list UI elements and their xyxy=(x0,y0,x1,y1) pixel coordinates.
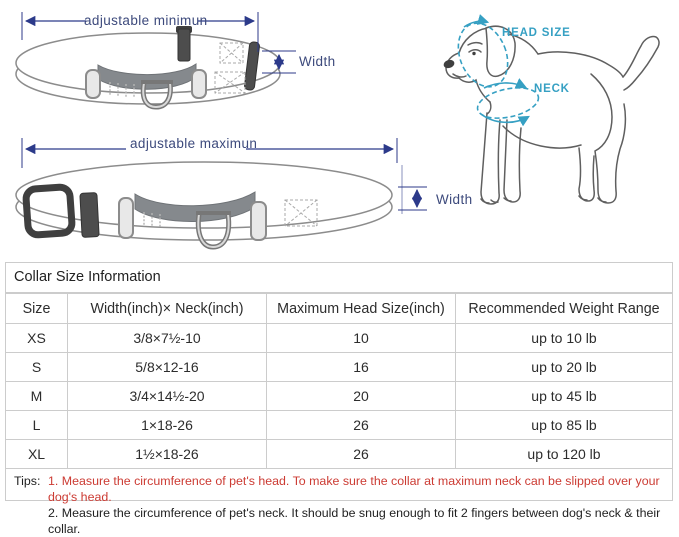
table-row xyxy=(6,411,672,440)
tip-2: 2. Measure the circumference of pet's neck. It should be snug enough to fit 2 fingers between dog's neck & their collar. xyxy=(48,506,661,536)
cell-weight: up to 120 lb xyxy=(456,440,673,469)
table-header-row xyxy=(6,294,672,324)
head-size-label: HEAD SIZE xyxy=(502,27,571,39)
cell-size: M xyxy=(6,382,68,411)
col-header-max-head: Maximum Head Size(inch) xyxy=(267,294,456,324)
neck-label: NECK xyxy=(534,83,570,95)
cell-max-head: 26 xyxy=(267,440,456,469)
cell-width-neck: 3/8×7½-10 xyxy=(68,324,267,353)
cell-weight: up to 85 lb xyxy=(456,411,673,440)
cell-width-neck: 1½×18-26 xyxy=(68,440,267,469)
table-row xyxy=(6,324,672,353)
collar-size-info-box xyxy=(5,262,673,536)
adjustable-minimum-label: adjustable minimun xyxy=(84,13,208,28)
cell-width-neck: 3/4×14½-20 xyxy=(68,382,267,411)
tip-1: 1. Measure the circumference of pet's head. To make sure the collar at maximum neck can be slipped over your dog's head. xyxy=(48,474,660,504)
size-table xyxy=(6,293,672,469)
width-label-top: Width xyxy=(299,54,336,69)
col-header-width-neck: Width(inch)× Neck(inch) xyxy=(68,294,267,324)
cell-weight: up to 45 lb xyxy=(456,382,673,411)
cell-max-head: 16 xyxy=(267,353,456,382)
cell-max-head: 10 xyxy=(267,324,456,353)
table-row xyxy=(6,440,672,469)
dimension-lines xyxy=(0,0,679,260)
cell-width-neck: 5/8×12-16 xyxy=(68,353,267,382)
cell-width-neck: 1×18-26 xyxy=(68,411,267,440)
cell-size: S xyxy=(6,353,68,382)
cell-max-head: 26 xyxy=(267,411,456,440)
table-title: Collar Size Information xyxy=(6,263,672,293)
tips-label: Tips: xyxy=(14,474,41,488)
width-label-bottom: Width xyxy=(436,192,473,207)
table-row xyxy=(6,382,672,411)
cell-max-head: 20 xyxy=(267,382,456,411)
cell-size: XS xyxy=(6,324,68,353)
cell-weight: up to 20 lb xyxy=(456,353,673,382)
table-row xyxy=(6,353,672,382)
cell-weight: up to 10 lb xyxy=(456,324,673,353)
adjustable-maximum-label: adjustable maximun xyxy=(130,136,258,151)
col-header-weight: Recommended Weight Range xyxy=(456,294,673,324)
cell-size: XL xyxy=(6,440,68,469)
tips-section xyxy=(6,469,672,537)
cell-size: L xyxy=(6,411,68,440)
col-header-size: Size xyxy=(6,294,68,324)
